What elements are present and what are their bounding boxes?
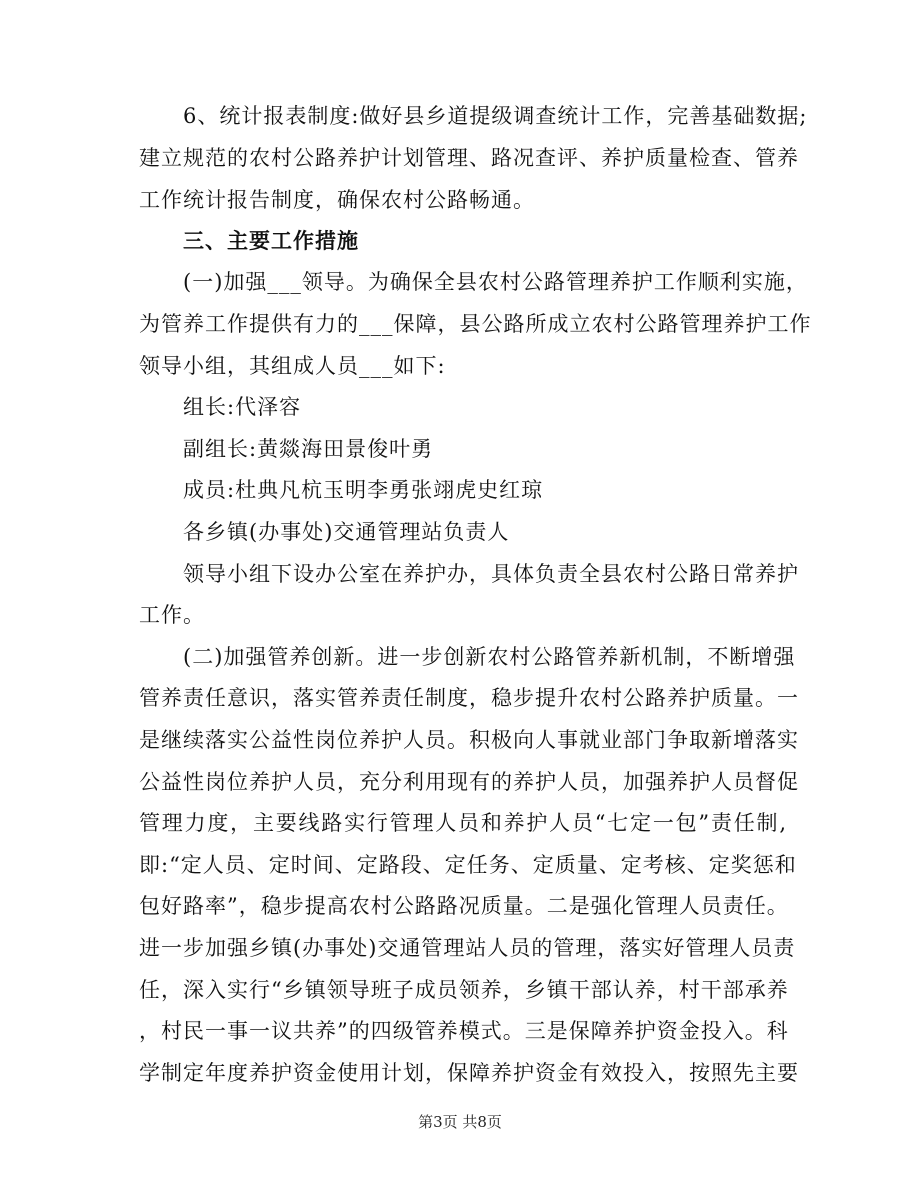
paragraph-line: 领导小组下设办公室在养护办，具体负责全县农村公路日常养护	[139, 562, 799, 586]
paragraph-line: 组长:代泽容	[139, 395, 302, 419]
paragraph-line: 包好路率”，稳步提高农村公路路况质量。二是强化管理人员责任。	[139, 894, 789, 918]
paragraph-line: 6、统计报表制度:做好县乡道提级调查统计工作，完善基础数据;	[139, 104, 808, 128]
page-number-footer: 第3页 共8页	[418, 1113, 502, 1131]
section-heading: 三、主要工作措施	[139, 229, 359, 253]
paragraph-line: 领导小组，其组成人员___如下:	[139, 354, 446, 378]
paragraph-line: 副组长:黄燚海田景俊叶勇	[139, 437, 434, 461]
paragraph-line: 建立规范的农村公路养护计划管理、路况查评、养护质量检查、管养	[139, 146, 799, 170]
paragraph-line: 各乡镇(办事处)交通管理站负责人	[139, 520, 510, 544]
paragraph-line: 任，深入实行“乡镇领导班子成员领养，乡镇干部认养，村干部承养	[139, 978, 789, 1002]
paragraph-line: 是继续落实公益性岗位养护人员。积极向人事就业部门争取新增落实	[139, 728, 799, 752]
paragraph-line: ，村民一事一议共养”的四级管养模式。三是保障养护资金投入。科	[139, 1019, 789, 1043]
paragraph-line: (一)加强___领导。为确保全县农村公路管理养护工作顺利实施，	[139, 270, 808, 294]
paragraph-line: 学制定年度养护资金使用计划，保障养护资金有效投入，按照先主要	[139, 1061, 799, 1085]
document-body	[139, 103, 812, 1086]
paragraph-line: 即:“定人员、定时间、定路段、定任务、定质量、定考核、定奖惩和	[139, 853, 797, 877]
paragraph-line: 管养责任意识，落实管养责任制度，稳步提升农村公路养护质量。一	[139, 686, 799, 710]
paragraph-line: 为管养工作提供有力的___保障，县公路所成立农村公路管理养护工作	[139, 312, 812, 336]
paragraph-line: 公益性岗位养护人员，充分利用现有的养护人员，加强养护人员督促	[139, 770, 799, 794]
paragraph-line: 工作。	[139, 603, 205, 627]
paragraph-line: 管理力度，主要线路实行管理人员和养护人员“七定一包”责任制,	[139, 811, 787, 835]
paragraph-line: 工作统计报告制度，确保农村公路畅通。	[139, 188, 535, 212]
paragraph-line: (二)加强管养创新。进一步创新农村公路管养新机制，不断增强	[139, 645, 796, 669]
paragraph-line: 成员:杜典凡杭玉明李勇张翊虎史红琼	[139, 478, 544, 502]
paragraph-line: 进一步加强乡镇(办事处)交通管理站人员的管理，落实好管理人员责	[139, 936, 796, 960]
